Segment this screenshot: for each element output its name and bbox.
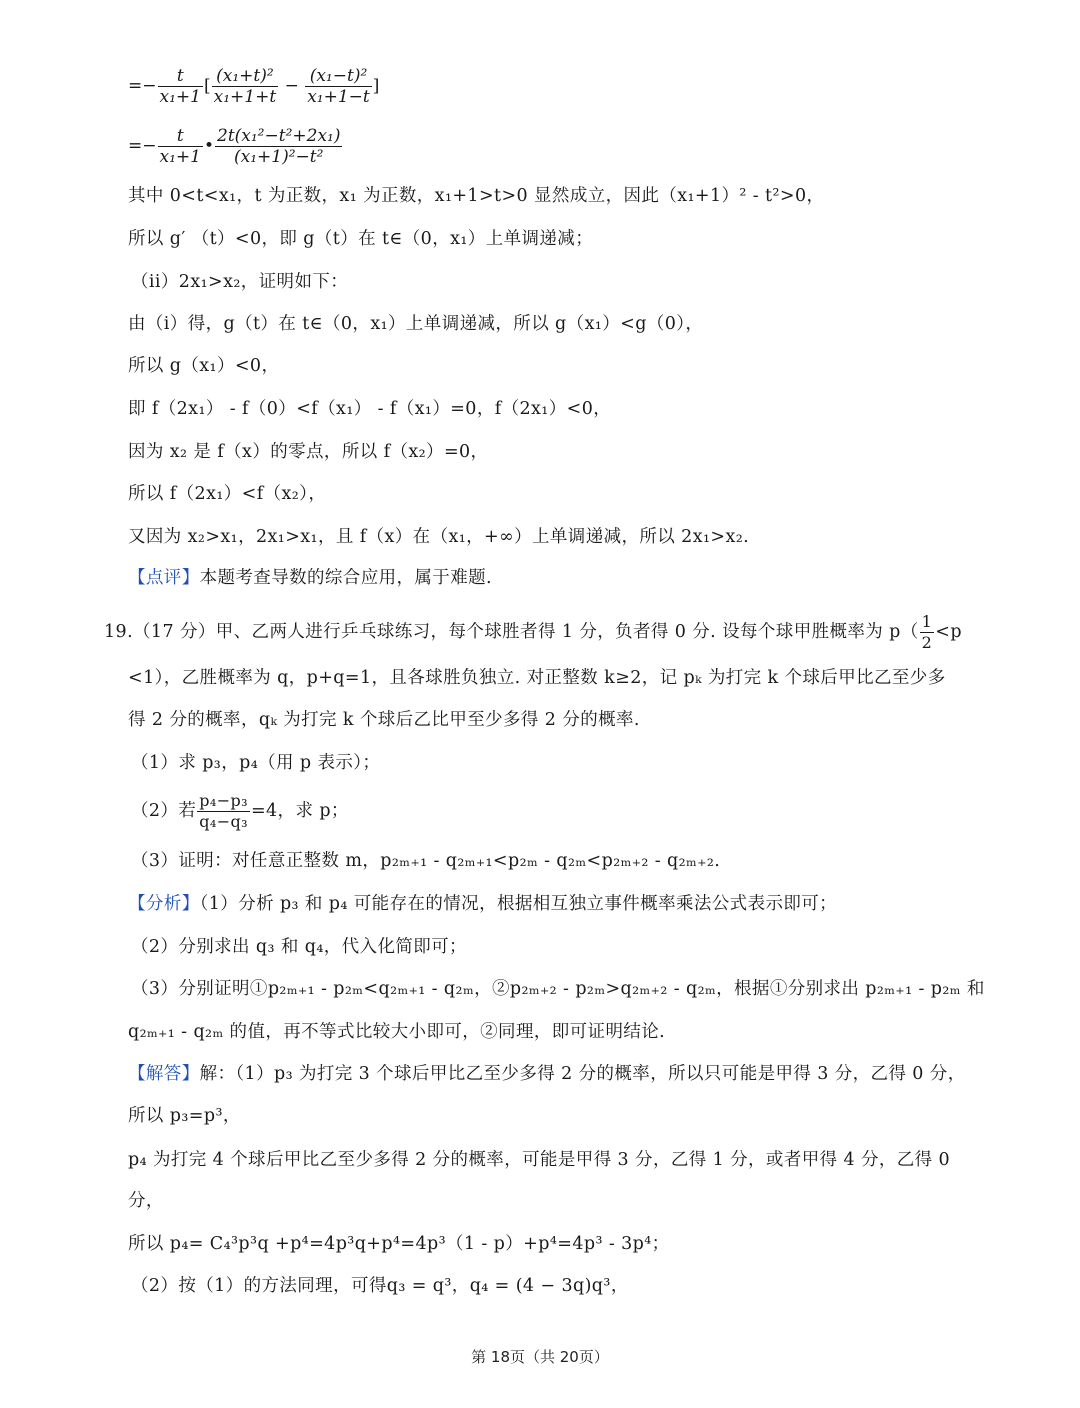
minus-sign: − <box>284 76 299 96</box>
proof-line: 由（i）得，g（t）在 t∈（0，x₁）上单调递减，所以 g（x₁）<g（0）， <box>128 314 704 334</box>
solution-tag: 【解答】 <box>128 1064 200 1084</box>
analysis-line-4: q₂ₘ₊₁ - q₂ₘ 的值，再不等式比较大小即可，②同理，即可证明结论. <box>128 1022 666 1042</box>
question-part-3: （3）证明：对任意正整数 m，p₂ₘ₊₁ - q₂ₘ₊₁<p₂ₘ - q₂ₘ<p₂ₘ₊₂ - q₂ₘ₊₂. <box>131 851 721 871</box>
analysis-line-1 <box>128 892 837 916</box>
proof-line: 又因为 x₂>x₁，2x₁>x₁，且 f（x）在（x₁，+∞）上单调递减，所以 2x₁>x₂. <box>128 527 750 547</box>
comment-tag: 【点评】 <box>128 568 200 588</box>
fraction-denominator: (x₁+1)²−t² <box>234 147 324 167</box>
fraction-denominator: x₁+1 <box>159 147 201 167</box>
fraction-numerator: t <box>158 126 203 147</box>
fraction <box>305 66 372 107</box>
analysis-line-2: （2）分别求出 q₃ 和 q₄，代入化简即可； <box>131 937 467 957</box>
fraction-numerator: 2t(x₁²−t²+2x₁) <box>217 126 341 146</box>
proof-line: 所以 g（x₁）<0， <box>128 356 280 376</box>
solution-text: 解：（1）p₃ 为打完 3 个球后甲比乙至少多得 2 分的概率，所以只可能是甲得 3 分，乙得 0 分， <box>199 1064 966 1084</box>
fraction-numerator: (x₁−t)² <box>305 66 372 87</box>
proof-line: 所以 g′ （t）<0，即 g（t）在 t∈（0，x₁）上单调递减； <box>128 229 594 249</box>
question-text: （2）若 <box>131 801 197 821</box>
bracket: ] <box>372 76 380 96</box>
fraction-numerator: 1 <box>921 612 933 631</box>
question-part-1: （1）求 p₃，p₄（用 p 表示）； <box>131 753 381 773</box>
fraction-numerator: (x₁+t)² <box>212 66 279 87</box>
fraction-denominator: x₁+1−t <box>307 87 370 107</box>
solution-line-3: p₄ 为打完 4 个球后甲比乙至少多得 2 分的概率，可能是甲得 3 分，乙得 1 分，或者甲得 4 分，乙得 0 <box>128 1150 951 1170</box>
solution-line-5: 所以 p₄= C₄³p³q +p⁴=4p³q+p⁴=4p³（1 - p）+p⁴=4p³ - 3p⁴； <box>128 1234 670 1254</box>
proof-line: （ii）2x₁>x₂，证明如下： <box>131 272 349 292</box>
analysis-tag: 【分析】 <box>128 894 200 914</box>
proof-line: 即 f（2x₁） - f（0）<f（x₁） - f（x₁）=0，f（2x₁）<0， <box>128 399 612 419</box>
proof-line: 因为 x₂ 是 f（x）的零点，所以 f（x₂）=0， <box>128 442 489 462</box>
fraction <box>158 126 203 167</box>
fraction-denominator: q₄−q₃ <box>199 812 248 831</box>
fraction-denominator: x₁+1+t <box>213 87 277 107</box>
comment-line <box>128 566 492 590</box>
multiply-dot: • <box>203 136 214 156</box>
comment-text: 本题考查导数的综合应用，属于难题. <box>199 568 492 588</box>
solution-line-4: 分， <box>128 1191 164 1211</box>
question-part-2 <box>131 788 349 834</box>
equation-line-2 <box>128 126 343 167</box>
fraction-numerator: p₄−p₃ <box>199 791 248 810</box>
fraction-numerator: t <box>158 66 203 87</box>
solution-line-1 <box>128 1062 966 1086</box>
fraction-denominator: x₁+1 <box>159 87 201 107</box>
page-footer: 第 18页（共 20页） <box>471 1348 609 1366</box>
bracket: [ <box>203 76 211 96</box>
solution-line-6: （2）按（1）的方法同理，可得q₃ = q³，q₄ = (4 − 3q)q³， <box>131 1276 629 1296</box>
fraction-denominator: 2 <box>921 633 933 652</box>
proof-line: 其中 0<t<x₁，t 为正数，x₁ 为正数，x₁+1>t>0 显然成立，因此（x₁+1）² - t²>0， <box>128 186 825 206</box>
question-text: <p <box>935 622 962 642</box>
eq-prefix: =− <box>128 136 157 156</box>
solution-line-2: 所以 p₃=p³， <box>128 1106 241 1126</box>
analysis-line-3: （3）分别证明①p₂ₘ₊₁ - p₂ₘ<q₂ₘ₊₁ - q₂ₘ，②p₂ₘ₊₂ - p₂ₘ>q₂ₘ₊₂ - q₂ₘ，根据①分别求出 p₂ₘ₊₁ - p₂ₘ 和 <box>131 979 985 999</box>
question-line-1 <box>104 612 962 653</box>
question-text: 19.（17 分）甲、乙两人进行乒乓球练习，每个球胜者得 1 分，负者得 0 分. 设每个球甲胜概率为 p（ <box>104 622 919 642</box>
question-text: =4，求 p； <box>250 801 349 821</box>
fraction <box>197 791 250 832</box>
question-line-2: <1），乙胜概率为 q，p+q=1，且各球胜负独立. 对正整数 k≥2，记 pₖ 为打完 k 个球后甲比乙至少多 <box>128 668 946 688</box>
question-line-3: 得 2 分的概率，qₖ 为打完 k 个球后乙比甲至少多得 2 分的概率. <box>128 710 640 730</box>
fraction <box>212 66 279 107</box>
equation-line-1 <box>128 66 379 107</box>
proof-line: 所以 f（2x₁）<f（x₂）， <box>128 484 327 504</box>
eq-prefix: =− <box>128 76 157 96</box>
analysis-text: （1）分析 p₃ 和 p₄ 可能存在的情况，根据相互独立事件概率乘法公式表示即可； <box>199 894 838 914</box>
fraction-one-half <box>920 612 935 653</box>
fraction <box>158 66 203 107</box>
fraction <box>215 126 342 167</box>
